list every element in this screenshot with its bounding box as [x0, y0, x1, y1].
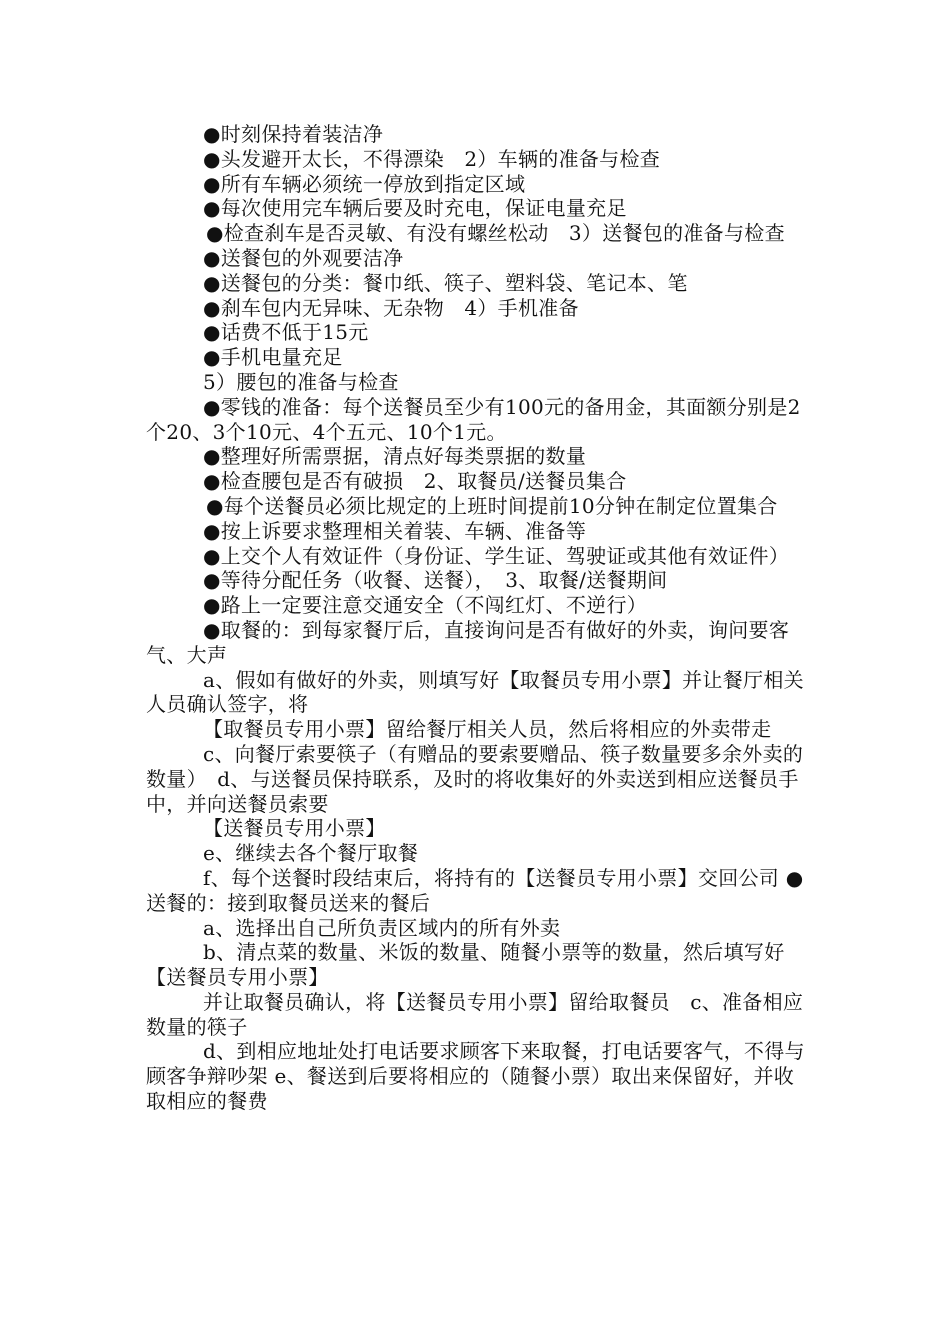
paragraph: f、每个送餐时段结束后，将持有的【送餐员专用小票】交回公司 ●送餐的：接到取餐员送来的餐后	[146, 865, 804, 915]
paragraph: ●每次使用完车辆后要及时充电，保证电量充足	[203, 196, 627, 221]
paragraph: a、选择出自己所负责区域内的所有外卖	[203, 915, 561, 940]
paragraph: ●按上诉要求整理相关着装、车辆、准备等	[203, 518, 587, 543]
paragraph: e、继续去各个餐厅取餐	[203, 841, 419, 866]
paragraph: ●每个送餐员必须比规定的上班时间提前10分钟在制定位置集合	[206, 493, 778, 518]
paragraph: ●检查腰包是否有破损 2、取餐员/送餐员集合	[203, 469, 627, 494]
paragraph: ●时刻保持着装洁净	[203, 122, 384, 146]
paragraph: 并让取餐员确认，将【送餐员专用小票】留给取餐员 c、准备相应数量的筷子	[146, 989, 804, 1039]
paragraph: 【取餐员专用小票】留给餐厅相关人员，然后将相应的外卖带走	[203, 717, 772, 742]
paragraph: ●刹车包内无异味、无杂物 4）手机准备	[203, 295, 579, 320]
paragraph: ●话费不低于15元	[203, 320, 369, 345]
paragraph: ●整理好所需票据，清点好每类票据的数量	[203, 444, 587, 469]
paragraph: ●等待分配任务（收餐、送餐）， 3、取餐/送餐期间	[203, 568, 668, 593]
paragraph: d、到相应地址处打电话要求顾客下来取餐，打电话要客气，不得与顾客争辩吵架 e、餐送到后要将相应的（随餐小票）取出来保留好，并收取相应的餐费	[146, 1039, 805, 1114]
paragraph: ●检查刹车是否灵敏、有没有螺丝松动 3）送餐包的准备与检查	[206, 221, 785, 246]
paragraph: a、假如有做好的外卖，则填写好【取餐员专用小票】并让餐厅相关人员确认签字，将	[146, 667, 804, 717]
paragraph: b、清点菜的数量、米饭的数量、随餐小票等的数量，然后填写好【送餐员专用小票】	[146, 940, 785, 990]
paragraph: ●零钱的准备：每个送餐员至少有100元的备用金，其面额分别是2个20、3个10元、4个五元、10个1元。	[146, 394, 801, 444]
paragraph: ●取餐的：到每家餐厅后，直接询问是否有做好的外卖，询问要客气、大声	[146, 617, 790, 667]
document-body	[146, 122, 810, 1114]
paragraph: ●头发避开太长，不得漂染 2）车辆的准备与检查	[203, 146, 661, 171]
paragraph: ●路上一定要注意交通安全（不闯红灯、不逆行）	[203, 593, 648, 618]
paragraph: ●送餐包的分类：餐巾纸、筷子、塑料袋、笔记本、笔	[203, 270, 688, 295]
paragraph: ●手机电量充足	[203, 345, 343, 370]
paragraph: c、向餐厅索要筷子（有赠品的要索要赠品、筷子数量要多余外卖的数量） d、与送餐员保持联系，及时的将收集好的外卖送到相应送餐员手中，并向送餐员索要	[146, 741, 804, 816]
paragraph: 5）腰包的准备与检查	[203, 369, 399, 394]
paragraph: ●送餐包的外观要洁净	[203, 245, 404, 270]
paragraph: ●上交个人有效证件（身份证、学生证、驾驶证或其他有效证件）	[203, 543, 790, 568]
paragraph: 【送餐员专用小票】	[203, 816, 386, 841]
paragraph: ●所有车辆必须统一停放到指定区域	[203, 171, 526, 196]
